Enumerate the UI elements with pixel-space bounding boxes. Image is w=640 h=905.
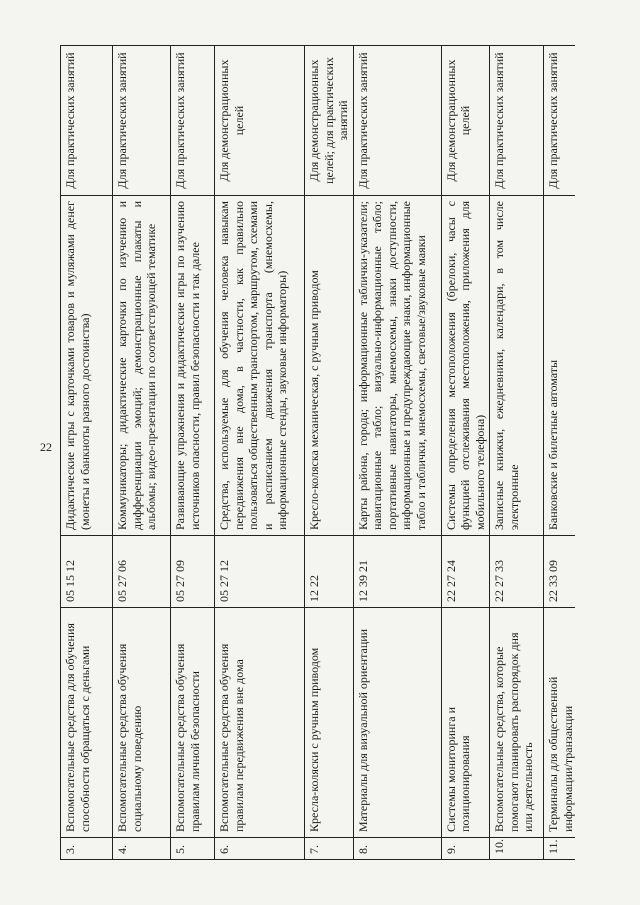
table-row (215, 46, 305, 860)
table-row (353, 46, 441, 860)
page-number: 22 (40, 440, 52, 454)
row-number: 8. (353, 838, 441, 860)
table-row (171, 46, 215, 860)
row-number: 3. (61, 838, 113, 860)
device-name: Кресла-коляски с ручным приводом (305, 608, 354, 838)
table-row (113, 46, 171, 860)
device-description: Системы определения местоположения (брелоки, часы с функцией отслеживания местоположения, приложения для мобильного телефона) (441, 196, 490, 536)
rotated-sheet (60, 45, 575, 860)
device-description: Кресло-коляска механическая, с ручным приводом (305, 196, 354, 536)
device-code: 05 15 12 (61, 536, 113, 608)
device-code: 12 22 (305, 536, 354, 608)
device-code: 22 33 09 (544, 536, 576, 608)
row-number: 7. (305, 838, 354, 860)
table-row (305, 46, 354, 860)
table-row (490, 46, 544, 860)
rotated-page-region (60, 45, 575, 860)
device-description: Банковские и билетные автоматы (544, 196, 576, 536)
row-number: 5. (171, 838, 215, 860)
device-name: Системы мониторинга и позиционирования (441, 608, 490, 838)
row-number: 6. (215, 838, 305, 860)
row-number: 11. (544, 838, 576, 860)
device-code: 05 27 09 (171, 536, 215, 608)
row-number: 4. (113, 838, 171, 860)
device-name: Вспомогательные средства для обучения способности обращаться с деньгами (61, 608, 113, 838)
table-row (61, 46, 113, 860)
device-description: Средства, используемые для обучения человека навыкам передвижения вне дома, в частности, как правильно пользоваться общественным транспортом, маршрутом, схемами и расписанием движения транспорта (мнемосхемы, информационные стенды, звуковые информаторы) (215, 196, 305, 536)
device-purpose: Для практических занятий (544, 46, 576, 196)
device-purpose: Для практических занятий (490, 46, 544, 196)
device-purpose: Для демонстрационных целей (441, 46, 490, 196)
table-row (441, 46, 490, 860)
device-purpose: Для демонстрационных целей; для практических занятий (305, 46, 354, 196)
device-code: 22 27 33 (490, 536, 544, 608)
device-description: Коммуникаторы; дидактические карточки по изучению и дифференциации эмоций; демонстрационные плакаты и альбомы; видео-презентации по соответствующей тематике (113, 196, 171, 536)
device-name: Вспомогательные средства обучения социальному поведению (113, 608, 171, 838)
device-name: Вспомогательные средства, которые помогают планировать распорядок дня или деятельность (490, 608, 544, 838)
device-code: 12 39 21 (353, 536, 441, 608)
device-code: 22 27 24 (441, 536, 490, 608)
device-purpose: Для практических занятий (113, 46, 171, 196)
device-description: Карты района, города; информационные таблички-указатели; навигационные табло; визуально-информационные табло; портативные навигаторы, мнемосхемы, знаки доступности, информационные и предупреждающие знаки, информационные табло и таблички, мнемосхемы, световые/звуковые маяки (353, 196, 441, 536)
row-number: 10. (490, 838, 544, 860)
assistive-devices-table (60, 45, 575, 860)
device-name: Вспомогательные средства обучения правилам личной безопасности (171, 608, 215, 838)
device-purpose: Для демонстрационных целей (215, 46, 305, 196)
device-description: Развивающие упражнения и дидактические игры по изучению источников опасности, правил безопасности и так далее (171, 196, 215, 536)
table-row (544, 46, 576, 860)
device-purpose: Для практических занятий (61, 46, 113, 196)
device-name: Терминалы для общественной информации/транзакции (544, 608, 576, 838)
device-description: Дидактические игры с карточками товаров и муляжами денег (монеты и банкноты разного достоинства) (61, 196, 113, 536)
device-code: 05 27 06 (113, 536, 171, 608)
device-description: Записные книжки, ежедневники, календари, в том числе электронные (490, 196, 544, 536)
device-purpose: Для практических занятий (171, 46, 215, 196)
device-code: 05 27 12 (215, 536, 305, 608)
device-name: Вспомогательные средства обучения правилам передвижения вне дома (215, 608, 305, 838)
device-name: Материалы для визуальной ориентации (353, 608, 441, 838)
device-purpose: Для практических занятий (353, 46, 441, 196)
row-number: 9. (441, 838, 490, 860)
